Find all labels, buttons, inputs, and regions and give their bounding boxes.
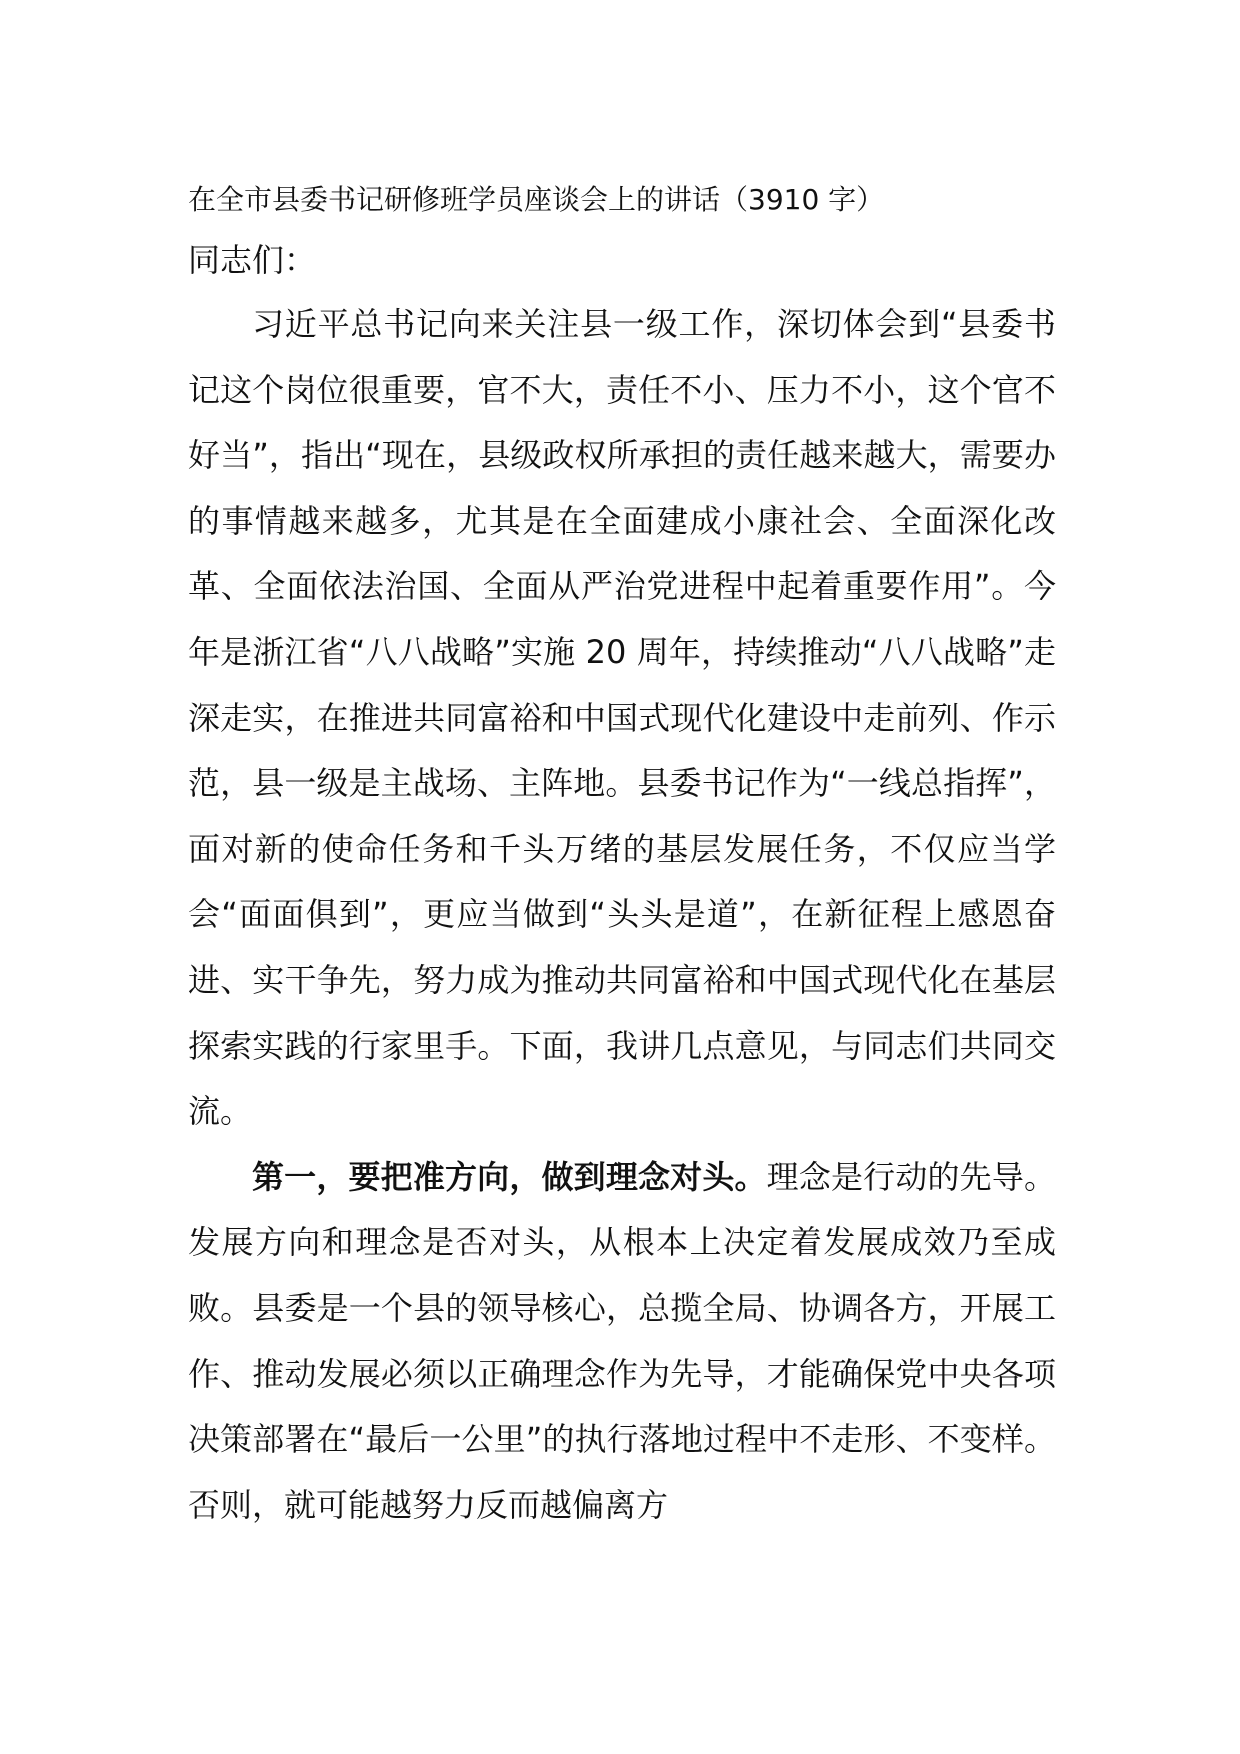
paragraph-text: 理念是行动的先导。发展方向和理念是否对头，从根本上决定着发展成效乃至成败。县委是一个县的领导核心，总揽全局、协调各方，开展工作、推动发展必须以正确理念作为先导，才能确保党中央各项决策部署在“最后一公里”的执行落地过程中不走形、不变样。否则，就可能越努力反而越偏离方: [188, 1157, 1056, 1524]
salutation: 同志们：: [188, 241, 317, 279]
paragraph-1: [188, 292, 1056, 1145]
document-title: 在全市县委书记研修班学员座谈会上的讲话（3910 字）: [188, 183, 885, 216]
paragraph-text: 习近平总书记向来关注县一级工作，深切体会到“县委书记这个岗位很重要，官不大，责任不小、压力不小，这个官不好当”，指出“现在，县级政权所承担的责任越来越大，需要办的事情越来越多，尤其是在全面建成小康社会、全面深化改革、全面依法治国、全面从严治党进程中起着重要作用”。今年是浙江省“八八战略”实施 20 周年，持续推动“八八战略”走深走实，在推进共同富裕和中国式现代化建设中走前列、作示范，县一级是主战场、主阵地。县委书记作为“一线总指挥”，面对新的使命任务和千头万绪的基层发展任务，不仅应当学会“面面俱到”，更应当做到“头头是道”，在新征程上感恩奋进、实干争先，努力成为推动共同富裕和中国式现代化在基层探索实践的行家里手。下面，我讲几点意见，与同志们共同交流。: [188, 305, 1056, 1131]
paragraph-lead: 第一，要把准方向，做到理念对头。: [252, 1157, 767, 1196]
paragraph-2: [188, 1145, 1056, 1539]
document-body: [188, 172, 1056, 1538]
